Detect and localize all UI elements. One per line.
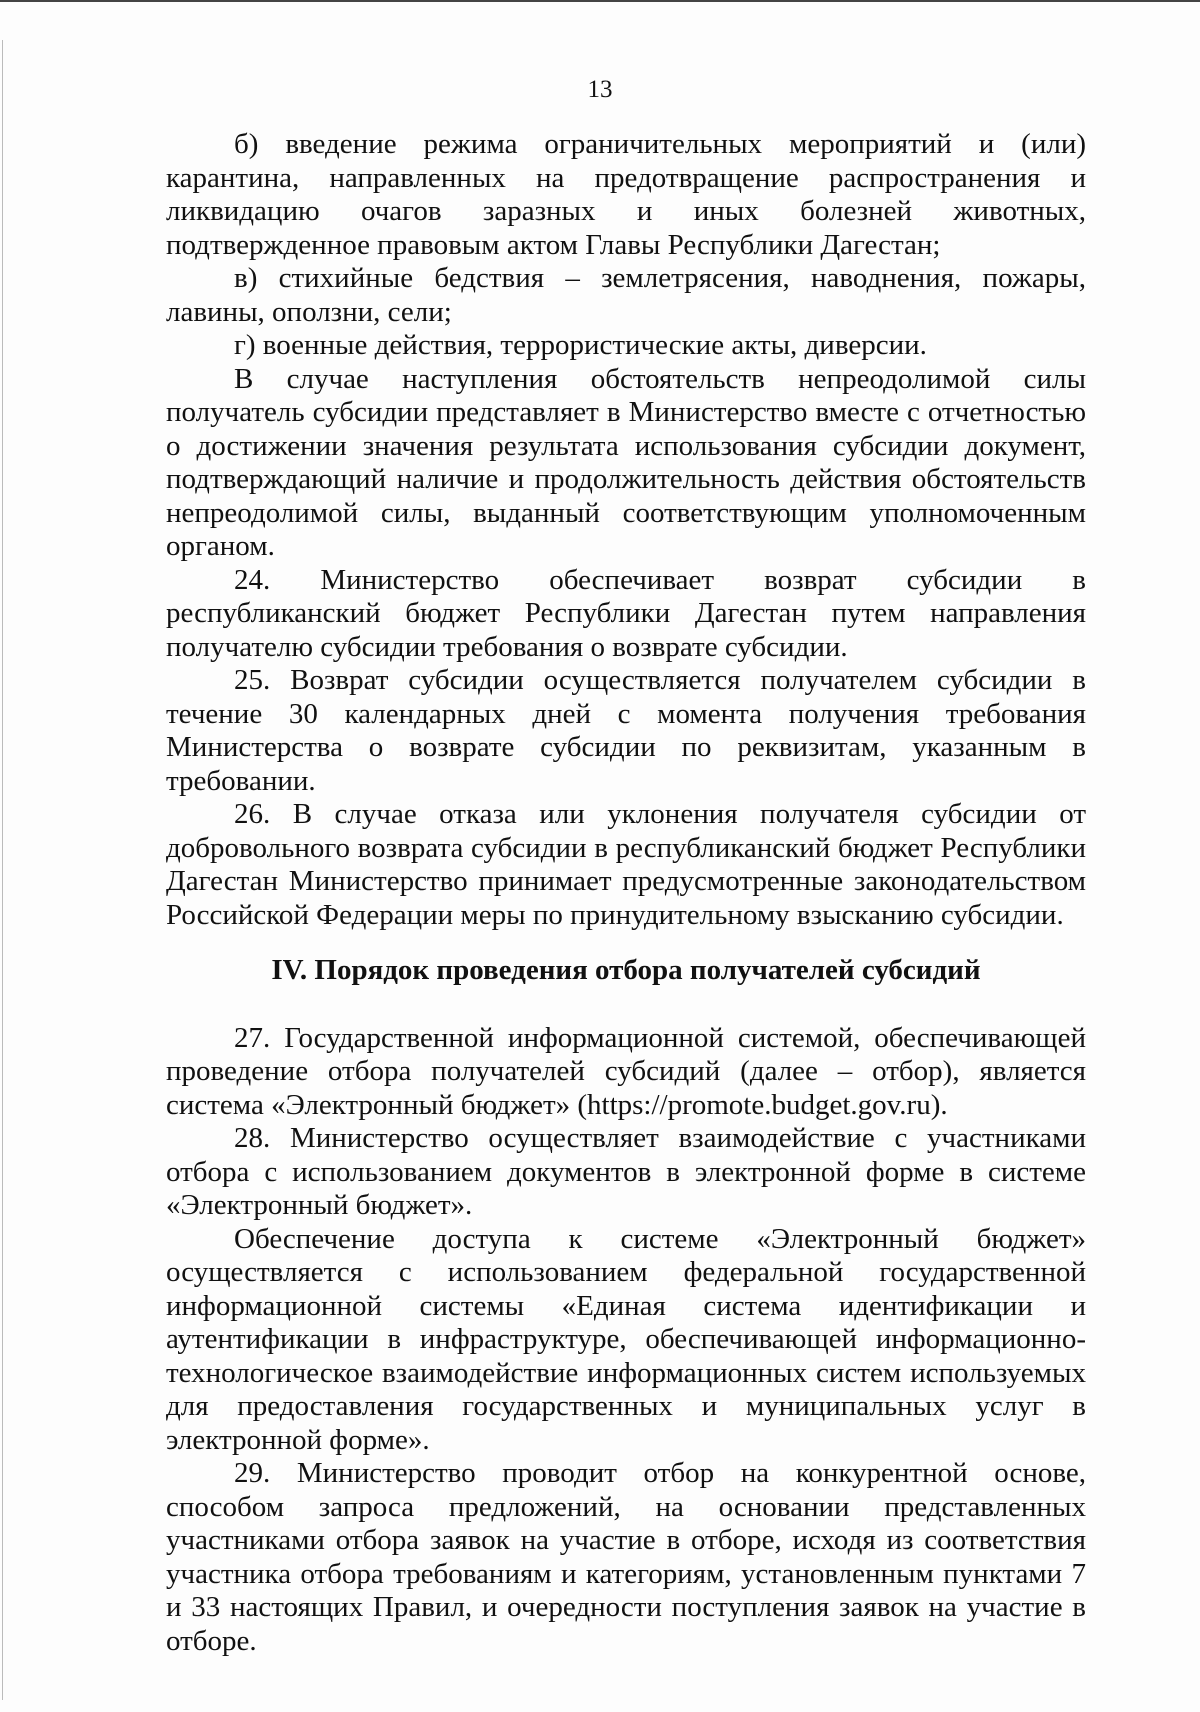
section-heading: IV. Порядок проведения отбора получателей субсидий [271, 954, 981, 986]
paragraph-item-v: в) стихийные бедствия – землетрясения, наводнения, пожары, лавины, оползни, сели; [166, 262, 1086, 328]
paragraph-force-majeure: В случае наступления обстоятельств непреодолимой силы получатель субсидии представляет в Министерство вместе с отчетностью о достижении значения результата использования субсидии документ, подтверждающий наличие и продолжительность действия обстоятельств непреодолимой силы, выданный соответствующим уполномоченным органом. [166, 362, 1086, 562]
paragraph-item-b: б) введение режима ограничительных мероприятий и (или) карантина, направленных на предотвращение распространения и ликвидацию очагов заразных и иных болезней животных, подтвержденное правовым актом Главы Республики Дагестан; [166, 128, 1086, 261]
document-body [166, 128, 1086, 1658]
page-number: 13 [587, 76, 613, 103]
paragraph-29: 29. Министерство проводит отбор на конкурентной основе, способом запроса предложений, на основании представленных участниками отбора заявок на участие в отборе, исходя из соответствия участника отбора требованиям и категориям, установленным пунктами 7 и 33 настоящих Правил, и очередности поступления заявок на участие в отборе. [166, 1457, 1086, 1657]
paragraph-26: 26. В случае отказа или уклонения получателя субсидии от добровольного возврата субсидии в республиканский бюджет Республики Дагестан Министерство принимает предусмотренные законодательством Российской Федерации меры по принудительному взысканию субсидии. [166, 798, 1086, 931]
scan-top-edge [0, 0, 1200, 2]
paragraph-item-g: г) военные действия, террористические акты, диверсии. [234, 329, 927, 361]
paragraph-28: 28. Министерство осуществляет взаимодействие с участниками отбора с использованием документов в электронной форме в системе «Электронный бюджет». [166, 1122, 1086, 1221]
paragraph-27: 27. Государственной информационной системой, обеспечивающей проведение отбора получателей субсидий (далее – отбор), является система «Электронный бюджет» (https://promote.budget.gov.ru). [166, 1021, 1086, 1121]
scan-left-edge [2, 40, 3, 1700]
paragraph-24: 24. Министерство обеспечивает возврат субсидии в республиканский бюджет Республики Дагестан путем направления получателю субсидии требования о возврате субсидии. [166, 563, 1086, 663]
paragraph-25: 25. Возврат субсидии осуществляется получателем субсидии в течение 30 календарных дней с момента получения требования Министерства о возврате субсидии по реквизитам, указанным в требовании. [166, 664, 1086, 797]
paragraph-access: Обеспечение доступа к системе «Электронный бюджет» осуществляется с использованием федеральной государственной информационной системы «Единая система идентификации и аутентификации в инфраструктуре, обеспечивающей информационно-технологическое взаимодействие информационных систем используемых для предоставления государственных и муниципальных услуг в электронной форме». [166, 1222, 1086, 1456]
